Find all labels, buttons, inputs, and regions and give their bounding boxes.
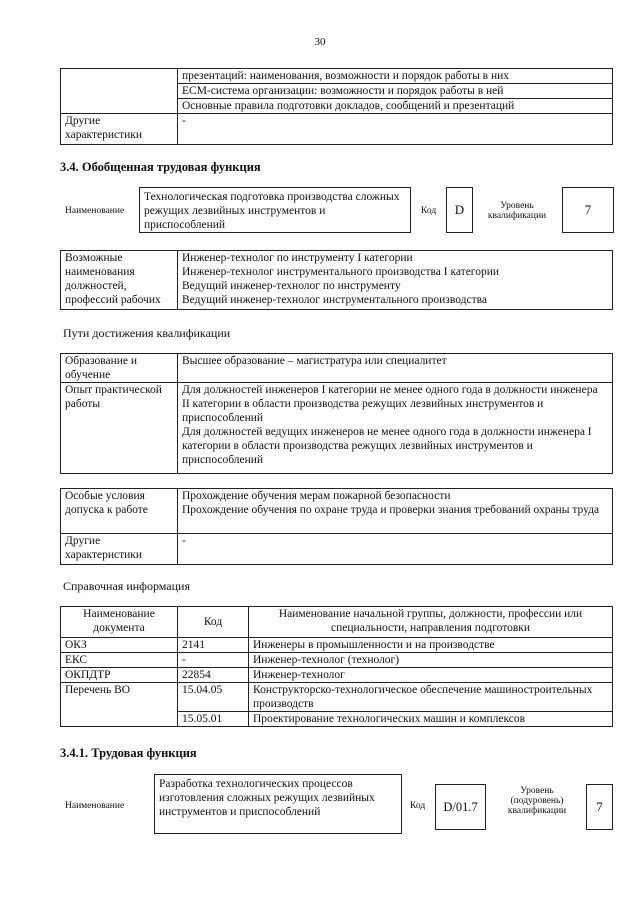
table-row [61, 653, 613, 668]
condition-item-1: Прохождение обучения мерам пожарной безопасности [182, 490, 451, 502]
paths-table [60, 353, 613, 474]
reference-header-name: Наименование начальной группы, должности, профессии или специальности, направления подготовки [249, 607, 613, 638]
position-item-4: Ведущий инженер-технолог инструментального производства [182, 294, 487, 306]
condition-item-2: Прохождение обучения по охране труда и проверки знания требований охраны труда [182, 504, 600, 516]
position-item-3: Ведущий инженер-технолог по инструменту [182, 280, 401, 292]
reference-name: Инженер-технолог (технолог) [249, 653, 613, 668]
reference-doc: ОКЗ [61, 638, 178, 653]
experience-value [178, 383, 613, 474]
function-code-label: Код [410, 801, 426, 811]
labor-function-name: Разработка технологических процессов изготовления сложных режущих лезвийных инструментов и приспособлений [154, 774, 402, 834]
reference-name: Инженеры в промышленности и на производстве [249, 638, 613, 653]
generalized-function-name: Технологическая подготовка производства сложных режущих лезвийных инструментов и приспособлений [139, 187, 411, 233]
function-level-label: Уровень (подуровень) квалификации [507, 786, 567, 816]
experience-label: Опыт практической работы [61, 383, 178, 474]
position-item-1: Инженер-технолог по инструменту I категории [182, 252, 413, 264]
experience-text-1: Для должностей инженеров I категории не менее одного года в должности инженера II категории в области производства режущих лезвийных инструментов и приспособлений [182, 384, 598, 424]
reference-table [60, 606, 613, 727]
reference-code: 15.05.01 [178, 712, 249, 727]
table-row [61, 668, 613, 683]
reference-name: Проектирование технологических машин и комплексов [249, 712, 613, 727]
section-heading-3-4: 3.4. Обобщенная трудовая функция [60, 160, 261, 174]
knowledge-line-3: Основные правила подготовки докладов, сообщений и презентаций [178, 98, 612, 113]
generalized-function-code: D [446, 187, 473, 233]
reference-doc: ОКПДТР [61, 668, 178, 683]
conditions-list [178, 489, 613, 534]
conditions-table [60, 488, 613, 565]
qualification-level-label: Уровень квалификации [487, 201, 547, 221]
conditions-other-value: - [178, 534, 613, 565]
name-label: Наименование [65, 206, 125, 216]
code-label: Код [421, 206, 437, 216]
reference-header-code: Код [178, 607, 249, 638]
positions-label: Возможные наименования должностей, профессий рабочих [61, 251, 178, 310]
other-characteristics-value: - [178, 114, 613, 145]
other-characteristics-label: Другие характеристики [61, 114, 178, 145]
positions-list [178, 251, 613, 310]
experience-text-2: Для должностей ведущих инженеров не менее одного года в должности инженера I категории в области производства режущих лезвийных инструментов и приспособлений [182, 426, 592, 466]
table-row [61, 683, 613, 712]
paths-heading: Пути достижения квалификации [63, 326, 231, 340]
knowledge-table [60, 68, 613, 145]
knowledge-lines-cell [178, 69, 613, 114]
reference-code: 2141 [178, 638, 249, 653]
reference-doc: Перечень ВО [61, 683, 178, 727]
reference-name: Конструкторско-технологическое обеспечение машиностроительных производств [249, 683, 613, 712]
qualification-level-value: 7 [562, 187, 614, 233]
reference-header-doc: Наименование документа [61, 607, 178, 638]
education-value: Высшее образование – магистратура или специалитет [178, 354, 613, 383]
function-level-value: 7 [586, 784, 613, 830]
knowledge-line-2: ECM-система организации: возможности и порядок работы в ней [178, 83, 612, 98]
conditions-label: Особые условия допуска к работе [61, 489, 178, 534]
positions-table [60, 250, 613, 310]
reference-doc: ЕКС [61, 653, 178, 668]
reference-code: 15.04.05 [178, 683, 249, 712]
conditions-other-label: Другие характеристики [61, 534, 178, 565]
reference-heading: Справочная информация [63, 579, 190, 593]
function-name-label: Наименование [65, 801, 125, 811]
reference-code: 22854 [178, 668, 249, 683]
knowledge-label-cell [61, 69, 178, 114]
knowledge-line-1: презентаций: наименования, возможности и порядок работы в них [182, 70, 510, 82]
reference-code: - [178, 653, 249, 668]
labor-function-code: D/01.7 [435, 784, 486, 830]
table-row [61, 638, 613, 653]
section-heading-3-4-1: 3.4.1. Трудовая функция [60, 746, 197, 760]
education-label: Образование и обучение [61, 354, 178, 383]
reference-name: Инженер-технолог [249, 668, 613, 683]
position-item-2: Инженер-технолог инструментального производства I категории [182, 266, 500, 278]
page-number: 30 [314, 36, 326, 48]
